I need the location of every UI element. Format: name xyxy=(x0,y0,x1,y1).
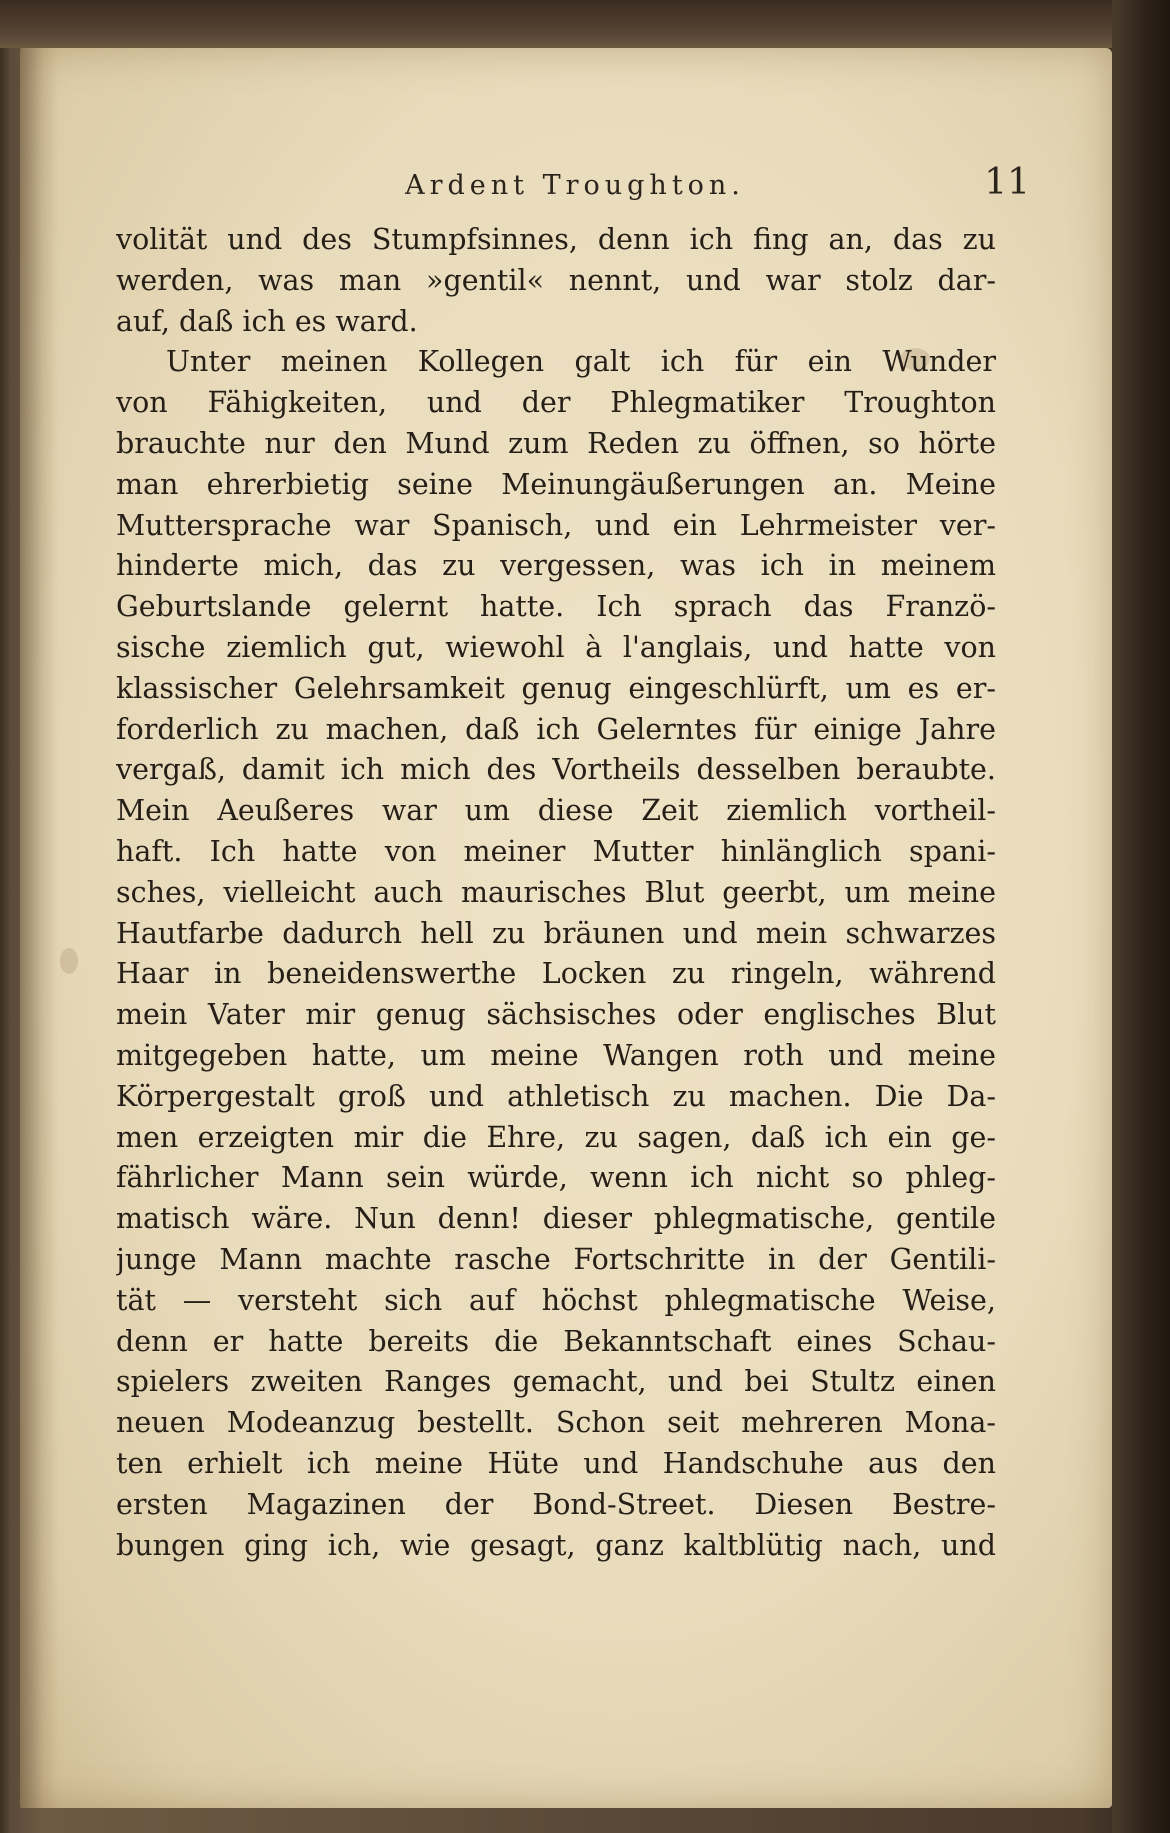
text-line: Geburtslande gelernt hatte. Ich sprach das Franzö- xyxy=(116,590,996,624)
text-line: mein Vater mir genug sächsisches oder englisches Blut xyxy=(116,998,996,1032)
text-line: denn er hatte bereits die Bekanntschaft eines Schau- xyxy=(116,1324,996,1358)
text-line: ersten Magazinen der Bond-Street. Diesen Bestre- xyxy=(116,1487,996,1521)
book-cover-edge-top xyxy=(0,0,1170,48)
text-line: Haar in beneidenswerthe Locken zu ringeln, während xyxy=(116,957,996,991)
body-text xyxy=(116,220,996,1566)
text-line: mitgegeben hatte, um meine Wangen roth und meine xyxy=(116,1038,996,1072)
running-head: Ardent Troughton. xyxy=(405,170,745,201)
text-line: brauchte nur den Mund zum Reden zu öffnen, so hörte xyxy=(116,426,996,460)
text-line: Hautfarbe dadurch hell zu bräunen und mein schwarzes xyxy=(116,916,996,950)
text-line: neuen Modeanzug bestellt. Schon seit mehreren Mona- xyxy=(116,1406,996,1440)
text-line: sches, vielleicht auch maurisches Blut geerbt, um meine xyxy=(116,875,996,909)
text-line: forderlich zu machen, daß ich Gelerntes für einige Jahre xyxy=(116,712,996,746)
text-line: Mein Aeußeres war um diese Zeit ziemlich vortheil- xyxy=(116,794,996,828)
text-line: hinderte mich, das zu vergessen, was ich in meinem xyxy=(116,549,996,583)
text-line: Körpergestalt groß und athletisch zu machen. Die Da- xyxy=(116,1079,996,1113)
text-line: haft. Ich hatte von meiner Mutter hinlänglich spani- xyxy=(116,834,996,868)
text-line: werden, was man »gentil« nennt, und war stolz dar- xyxy=(116,263,996,297)
text-line: sische ziemlich gut, wiewohl à l'anglais, und hatte von xyxy=(116,630,996,664)
book-page xyxy=(20,48,1112,1808)
text-line: von Fähigkeiten, und der Phlegmatiker Troughton xyxy=(116,386,996,420)
text-line: klassischer Gelehrsamkeit genug eingeschlürft, um es er- xyxy=(116,671,996,705)
text-line: tät — versteht sich auf höchst phlegmatische Weise, xyxy=(116,1283,996,1317)
text-line: ten erhielt ich meine Hüte und Handschuhe aus den xyxy=(116,1446,996,1480)
text-line: bungen ging ich, wie gesagt, ganz kaltblütig nach, und xyxy=(116,1528,996,1562)
text-line: auf, daß ich es ward. xyxy=(116,304,418,338)
text-line: men erzeigten mir die Ehre, zu sagen, daß ich ein ge- xyxy=(116,1120,996,1154)
text-line: junge Mann machte rasche Fortschritte in der Gentili- xyxy=(116,1242,996,1276)
text-line: Muttersprache war Spanisch, und ein Lehrmeister ver- xyxy=(116,508,996,542)
book-cover-edge-right xyxy=(1112,0,1170,1833)
text-line: Unter meinen Kollegen galt ich für ein Wunder xyxy=(166,345,996,379)
text-line: vergaß, damit ich mich des Vortheils desselben beraubte. xyxy=(116,753,996,787)
text-line: man ehrerbietig seine Meinungäußerungen an. Meine xyxy=(116,467,996,501)
text-line: matisch wäre. Nun denn! dieser phlegmatische, gentile xyxy=(116,1202,996,1236)
page-gutter-shadow xyxy=(20,48,58,1808)
text-line: volität und des Stumpfsinnes, denn ich fing an, das zu xyxy=(116,223,996,256)
paper-stain xyxy=(60,948,78,974)
page-number: 11 xyxy=(984,162,1030,203)
text-line: fährlicher Mann sein würde, wenn ich nicht so phleg- xyxy=(116,1161,996,1195)
text-line: spielers zweiten Ranges gemacht, und bei Stultz einen xyxy=(116,1365,996,1399)
